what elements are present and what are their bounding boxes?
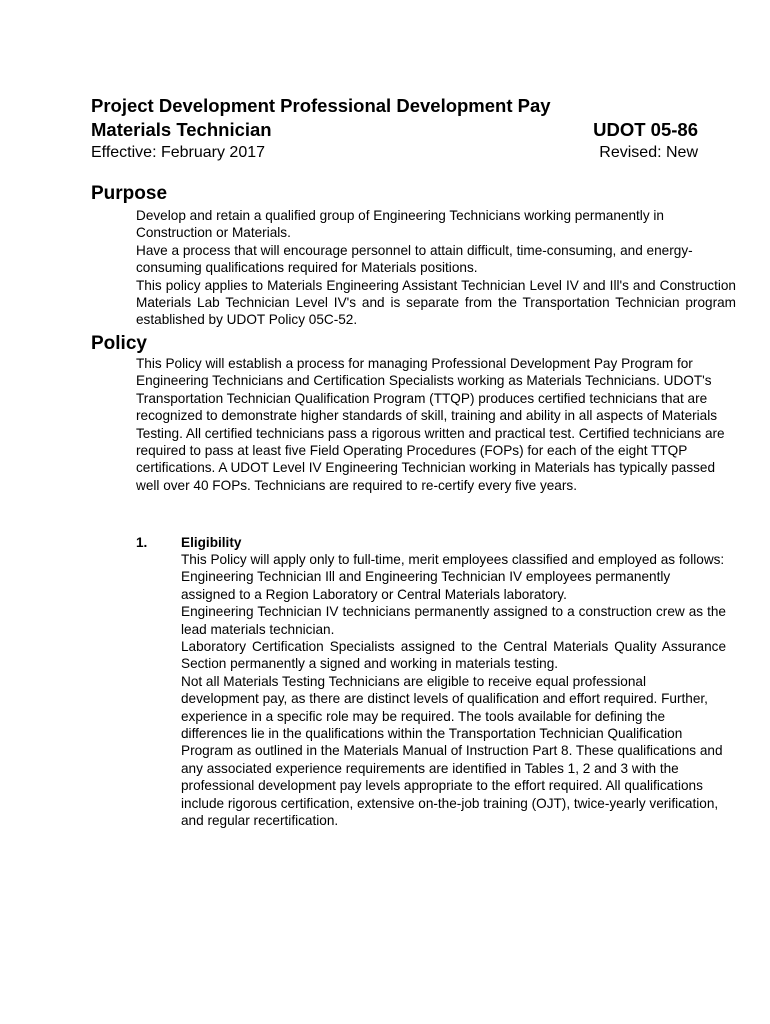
revised-status: Revised: New xyxy=(599,144,698,161)
eligibility-paragraph: This Policy will apply only to full-time, merit employees classified and employed as follows: xyxy=(181,552,725,567)
eligibility-paragraph: Laboratory Certification Specialists assigned to the Central Materials Quality Assurance Section permanently a signed and working in materials testing. xyxy=(181,639,726,672)
eligibility-title: Eligibility xyxy=(181,535,242,550)
document-title: Project Development Professional Development Pay xyxy=(91,95,551,116)
eligibility-number: 1. xyxy=(136,535,148,550)
purpose-paragraph: Develop and retain a qualified group of Engineering Technicians working permanently in Construction or Materials. xyxy=(136,208,664,241)
eligibility-body xyxy=(181,551,726,830)
policy-intro: This Policy will establish a process for managing Professional Development Pay Program for Engineering Technicians and Certification Specialists working as Materials Technicians. UDOT's Transportation Technician Qualification Program (TTQP) produces certified technicians that are recognized to demonstrate higher standards of skill, training and ability in all aspects of Materials Testing. All certified technicians pass a rigorous written and practical test. Certified technicians are required to pass at least five Field Operating Procedures (FOPs) for each of the eight TTQP certifications. A UDOT Level IV Engineering Technician working in Materials has typically passed well over 40 FOPs. Technicians are required to re-certify every five years. xyxy=(136,356,725,493)
policy-body xyxy=(136,355,726,494)
eligibility-paragraph: Engineering Technician IV technicians permanently assigned to a construction crew as the lead materials technician. xyxy=(181,604,726,637)
purpose-body xyxy=(136,207,736,329)
purpose-heading: Purpose xyxy=(91,183,168,204)
eligibility-paragraph: Not all Materials Testing Technicians are eligible to receive equal professional development pay, as there are distinct levels of qualification and effort required. Further, experience in a specific role may be required. The tools available for defining the differences lie in the qualifications within the Transportation Technician Qualification Program as outlined in the Materials Manual of Instruction Part 8. These qualifications and any associated experience requirements are identified in Tables 1, 2 and 3 with the professional development pay levels appropriate to the effort required. All qualifications include rigorous certification, extensive on-the-job training (OJT), twice-yearly verification, and regular recertification. xyxy=(181,673,723,829)
document-subtitle: Materials Technician xyxy=(91,119,272,140)
document-id: UDOT 05-86 xyxy=(593,119,698,140)
purpose-paragraph: This policy applies to Materials Engineering Assistant Technician Level IV and Ill's and Construction Materials Lab Technician Level IV's and is separate from the Transportation Technician program established by UDOT Policy 05C-52. xyxy=(136,277,736,328)
purpose-paragraph: Have a process that will encourage personnel to attain difficult, time-consuming, and energy-consuming qualifications required for Materials positions. xyxy=(136,242,693,276)
policy-heading: Policy xyxy=(91,333,147,354)
effective-date: Effective: February 2017 xyxy=(91,144,266,161)
eligibility-paragraph: Engineering Technician Ill and Engineering Technician IV employees permanently assigned to a Region Laboratory or Central Materials laboratory. xyxy=(181,569,671,602)
